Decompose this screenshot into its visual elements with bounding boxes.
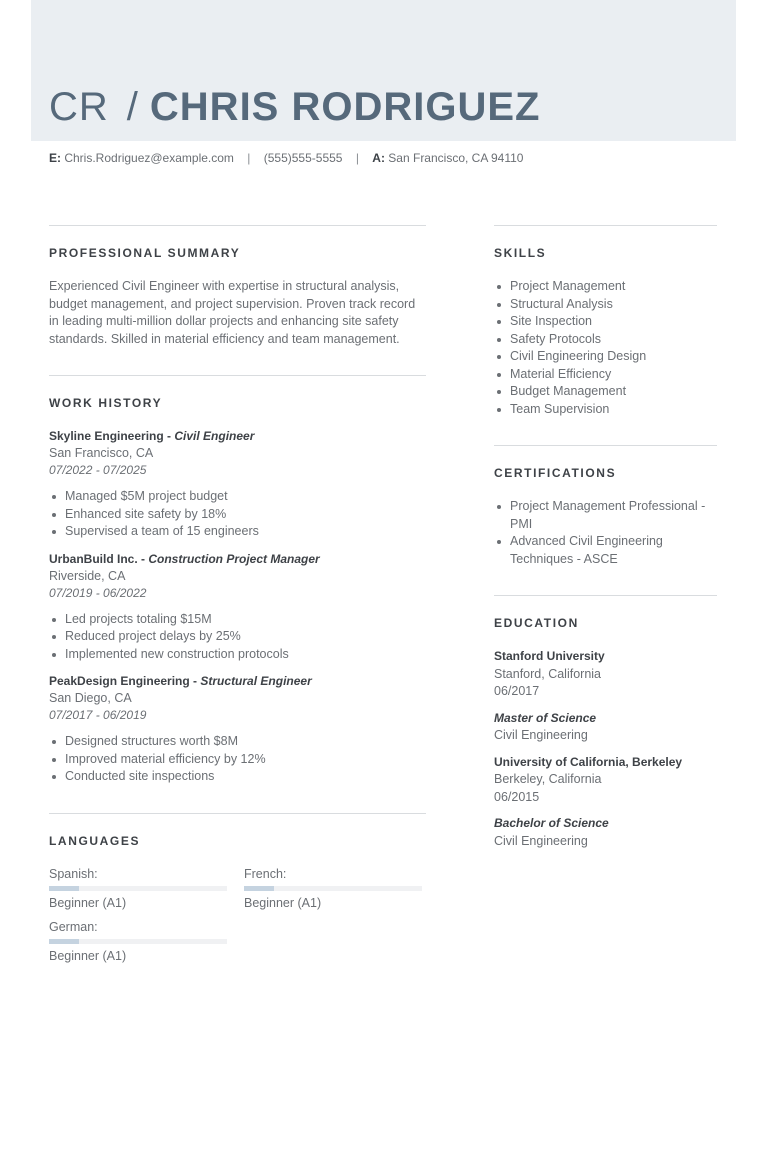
job-entry: [49, 551, 426, 664]
education-school: Stanford University: [494, 649, 605, 663]
job-company: Skyline Engineering: [49, 429, 164, 443]
languages-title: LANGUAGES: [49, 833, 141, 848]
job-bullets: [49, 488, 426, 541]
name-initials: CR: [49, 85, 109, 129]
skill-item: Site Inspection: [494, 313, 717, 331]
address-value: San Francisco, CA 94110: [388, 151, 524, 165]
job-location: San Diego, CA: [49, 691, 132, 705]
name-heading: [49, 82, 540, 132]
language-item: [49, 919, 227, 965]
name-slash: /: [126, 85, 138, 129]
skill-item: Team Supervision: [494, 401, 717, 419]
contact-separator: |: [247, 151, 251, 165]
job-bullet: Implemented new construction protocols: [49, 646, 426, 664]
education-entry: [494, 648, 717, 701]
certification-item: Project Management Professional - PMI: [494, 498, 717, 533]
education-section: [494, 595, 717, 850]
job-bullet: Enhanced site safety by 18%: [49, 506, 426, 524]
left-column: [49, 225, 426, 1013]
job-location: Riverside, CA: [49, 568, 126, 583]
education-degree-block: [494, 710, 717, 745]
language-name: French:: [244, 866, 287, 881]
job-location: San Francisco, CA: [49, 446, 154, 460]
language-bar-fill: [49, 886, 79, 891]
contact-line: [49, 150, 523, 166]
job-bullet: Led projects totaling $15M: [49, 611, 426, 629]
certifications-title: CERTIFICATIONS: [494, 466, 617, 480]
job-entry: [49, 673, 426, 786]
education-field: Civil Engineering: [494, 728, 588, 742]
language-bar-fill: [244, 886, 274, 891]
contact-separator: |: [355, 151, 359, 165]
language-level: Beginner (A1): [49, 895, 127, 910]
job-entry: [49, 428, 426, 541]
right-column: [494, 225, 717, 877]
language-name: German:: [49, 919, 98, 934]
job-heading: [49, 428, 426, 445]
job-bullet: Improved material efficiency by 12%: [49, 751, 426, 769]
job-bullet: Reduced project delays by 25%: [49, 628, 426, 646]
job-bullet: Conducted site inspections: [49, 768, 426, 786]
language-item: [49, 866, 227, 912]
language-bar-track: [244, 886, 422, 891]
skill-item: Budget Management: [494, 383, 717, 401]
education-school: University of California, Berkeley: [494, 754, 683, 769]
skill-item: Civil Engineering Design: [494, 348, 717, 366]
skills-section: [494, 225, 717, 418]
job-heading: [49, 673, 426, 690]
languages-section: [49, 813, 426, 986]
skill-item: Material Efficiency: [494, 366, 717, 384]
skill-item: Project Management: [494, 278, 717, 296]
job-role: Construction Project Manager: [148, 551, 320, 566]
job-company: PeakDesign Engineering: [49, 674, 190, 688]
job-dash: -: [189, 674, 201, 688]
skills-title: SKILLS: [494, 246, 547, 260]
language-bar-fill: [49, 939, 79, 944]
job-company: UrbanBuild Inc.: [49, 551, 138, 566]
education-entry: [494, 754, 717, 807]
language-bar-track: [49, 939, 227, 944]
job-role: Structural Engineer: [200, 674, 312, 688]
job-role: Civil Engineer: [174, 429, 255, 443]
work-history-title: WORK HISTORY: [49, 396, 163, 410]
education-title: EDUCATION: [494, 616, 579, 630]
language-item: [244, 866, 422, 912]
job-bullets: [49, 611, 426, 664]
education-date: 06/2015: [494, 789, 540, 804]
work-history-section: [49, 375, 426, 786]
job-dates: 07/2022 - 07/2025: [49, 463, 147, 477]
language-level: Beginner (A1): [49, 948, 127, 963]
education-degree: Master of Science: [494, 710, 597, 725]
education-field: Civil Engineering: [494, 833, 588, 848]
job-bullet: Managed $5M project budget: [49, 488, 426, 506]
job-dates: 07/2019 - 06/2022: [49, 585, 147, 600]
language-level: Beginner (A1): [244, 895, 322, 910]
education-location: Berkeley, California: [494, 772, 602, 786]
skill-item: Structural Analysis: [494, 296, 717, 314]
email-value: Chris.Rodriguez@example.com: [64, 151, 234, 165]
skills-list: [494, 278, 717, 418]
summary-text: Experienced Civil Engineer with expertise in structural analysis, budget management, and project supervision. Proven track record in leading multi-million dollar projects and enhancing site safety standards. Skilled in material efficiency and team management.: [49, 279, 416, 346]
skill-item: Safety Protocols: [494, 331, 717, 349]
email-label: E:: [49, 151, 61, 165]
job-bullets: [49, 733, 426, 786]
phone-value: (555)555-5555: [263, 151, 343, 165]
full-name: CHRIS RODRIGUEZ: [149, 85, 541, 129]
job-dash: -: [137, 551, 149, 566]
job-dates: 07/2017 - 06/2019: [49, 708, 147, 722]
education-location: Stanford, California: [494, 666, 602, 681]
address-label: A:: [372, 151, 385, 165]
job-dash: -: [163, 429, 175, 443]
job-bullet: Supervised a team of 15 engineers: [49, 523, 426, 541]
job-bullet: Designed structures worth $8M: [49, 733, 426, 751]
job-heading: [49, 551, 426, 568]
certification-item: Advanced Civil Engineering Techniques - ASCE: [494, 533, 717, 568]
languages-grid: [49, 866, 426, 986]
language-name: Spanish:: [49, 866, 98, 881]
education-degree-block: [494, 815, 717, 850]
certifications-list: [494, 498, 717, 568]
summary-section: [49, 225, 426, 348]
language-bar-track: [49, 886, 227, 891]
summary-title: PROFESSIONAL SUMMARY: [49, 246, 241, 260]
certifications-section: [494, 445, 717, 568]
education-date: 06/2017: [494, 684, 540, 698]
education-degree: Bachelor of Science: [494, 816, 609, 830]
